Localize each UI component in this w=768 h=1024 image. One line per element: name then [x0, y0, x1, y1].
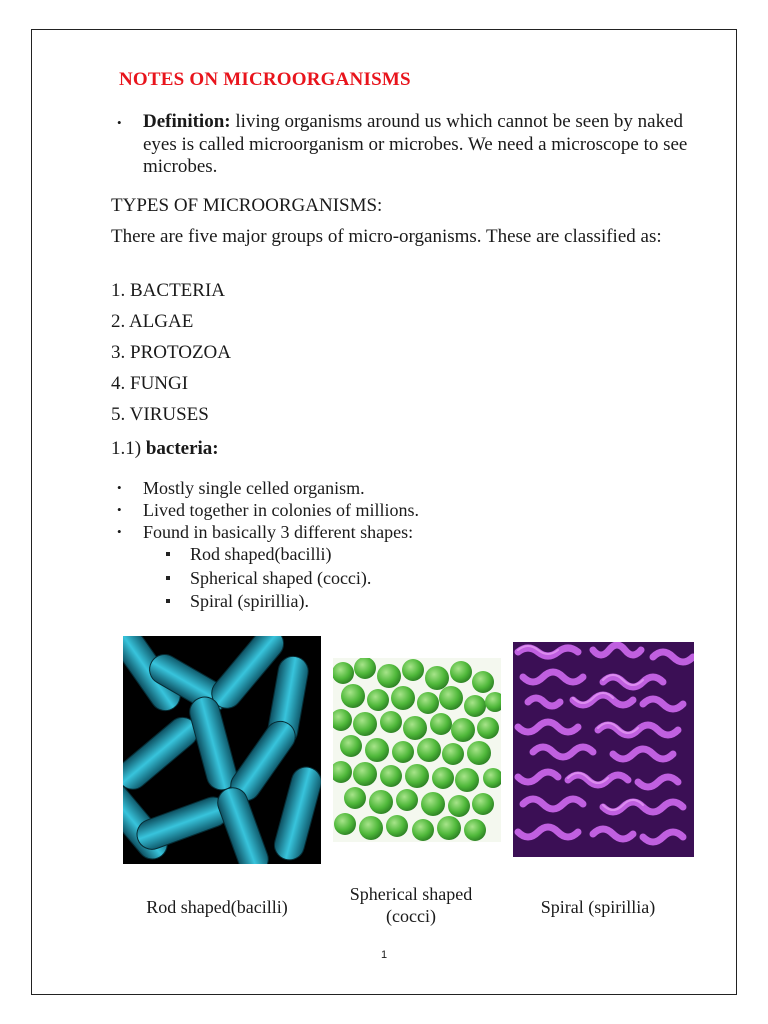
- shape-item: Rod shaped(bacilli): [190, 544, 332, 564]
- definition-text: living organisms around us which cannot be seen by naked eyes is called microorganism or microbes. We need a microscope to see microbes.: [143, 111, 688, 177]
- group-item: 2. ALGAE: [111, 311, 194, 332]
- bullet: •: [117, 502, 122, 517]
- bullet: •: [117, 115, 122, 130]
- rod-bacteria-image: [123, 636, 321, 864]
- group-item: 4. FUNGI: [111, 373, 189, 394]
- group-item: 5. VIRUSES: [111, 404, 209, 425]
- spiral-bacteria-image: [513, 642, 694, 857]
- page-title: NOTES ON MICROORGANISMS: [119, 69, 411, 90]
- square-bullet: [166, 599, 170, 603]
- square-bullet: [166, 576, 170, 580]
- spherical-caption: Spherical shaped (cocci): [349, 884, 473, 926]
- spiral-caption: Spiral (spirillia): [540, 897, 656, 917]
- bacteria-point: Lived together in colonies of millions.: [143, 500, 419, 520]
- page-number: 1: [380, 949, 388, 961]
- rod-caption: Rod shaped(bacilli): [146, 897, 288, 917]
- group-item: 3. PROTOZOA: [111, 342, 231, 363]
- square-bullet: [166, 552, 170, 556]
- bullet: •: [117, 524, 122, 539]
- definition-label: Definition:: [143, 111, 231, 132]
- section-heading: [111, 438, 219, 460]
- bullet: •: [117, 480, 122, 495]
- bacteria-point: Found in basically 3 different shapes:: [143, 522, 414, 542]
- section-number: 1.1): [111, 438, 146, 459]
- section-name: bacteria:: [145, 438, 219, 459]
- types-heading: TYPES OF MICROORGANISMS:: [111, 195, 383, 216]
- spherical-bacteria-image: [333, 658, 501, 842]
- shape-item: Spiral (spirillia).: [190, 591, 309, 611]
- definition-paragraph: [143, 111, 703, 179]
- intro-paragraph: There are five major groups of micro-organisms. These are classified as:: [111, 226, 662, 247]
- group-item: 1. BACTERIA: [111, 280, 225, 301]
- shape-item: Spherical shaped (cocci).: [190, 568, 372, 588]
- bacteria-point: Mostly single celled organism.: [143, 478, 365, 498]
